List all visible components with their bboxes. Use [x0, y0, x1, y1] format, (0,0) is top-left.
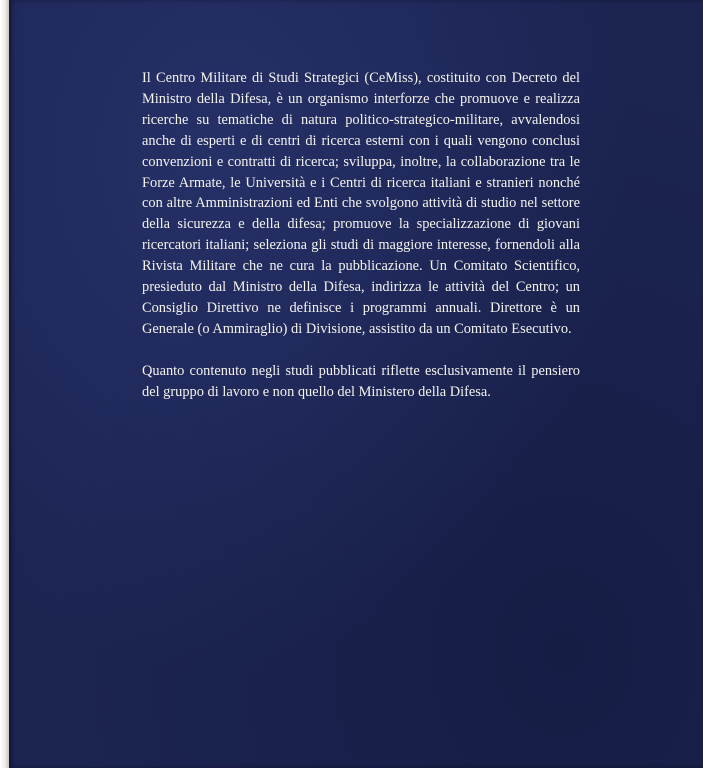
disclaimer-paragraph: Quanto contenuto negli studi pubblicati riflette esclusivamente il pensiero del gruppo di lavoro e non quello del Ministero della Difesa. — [142, 362, 580, 400]
cemiss-description-paragraph: Il Centro Militare di Studi Strategici (CeMiss), costituito con Decreto del Ministro della Difesa, è un organismo interforze che promuove e realizza ricerche su tematiche di natura politico-strategico-militare, avvalendosi anche di esperti e di centri di ricerca esterni con i quali vengono conclusi convenzioni e contratti di ricerca; sviluppa, inoltre, la collaborazione tra le Forze Armate, le Università e i Centri di ricerca italiani e stranieri nonché con altre Amministrazioni ed Enti che svolgono attività di studio nel settore della sicurezza e della difesa; promuove la specializzazione di giovani ricercatori italiani; seleziona gli studi di maggiore interesse, fornendoli alla Rivista Militare che ne cura la pubblicazione. Un Comitato Scientifico, presieduto dal Ministro della Difesa, indirizza le attività del Centro; un Consiglio Direttivo ne definisce i programmi annuali. Direttore è un Generale (o Ammiraglio) di Divisione, assistito da un Comitato Esecutivo. — [142, 70, 580, 337]
cover-text-block — [142, 68, 580, 403]
page-edge — [0, 0, 9, 768]
